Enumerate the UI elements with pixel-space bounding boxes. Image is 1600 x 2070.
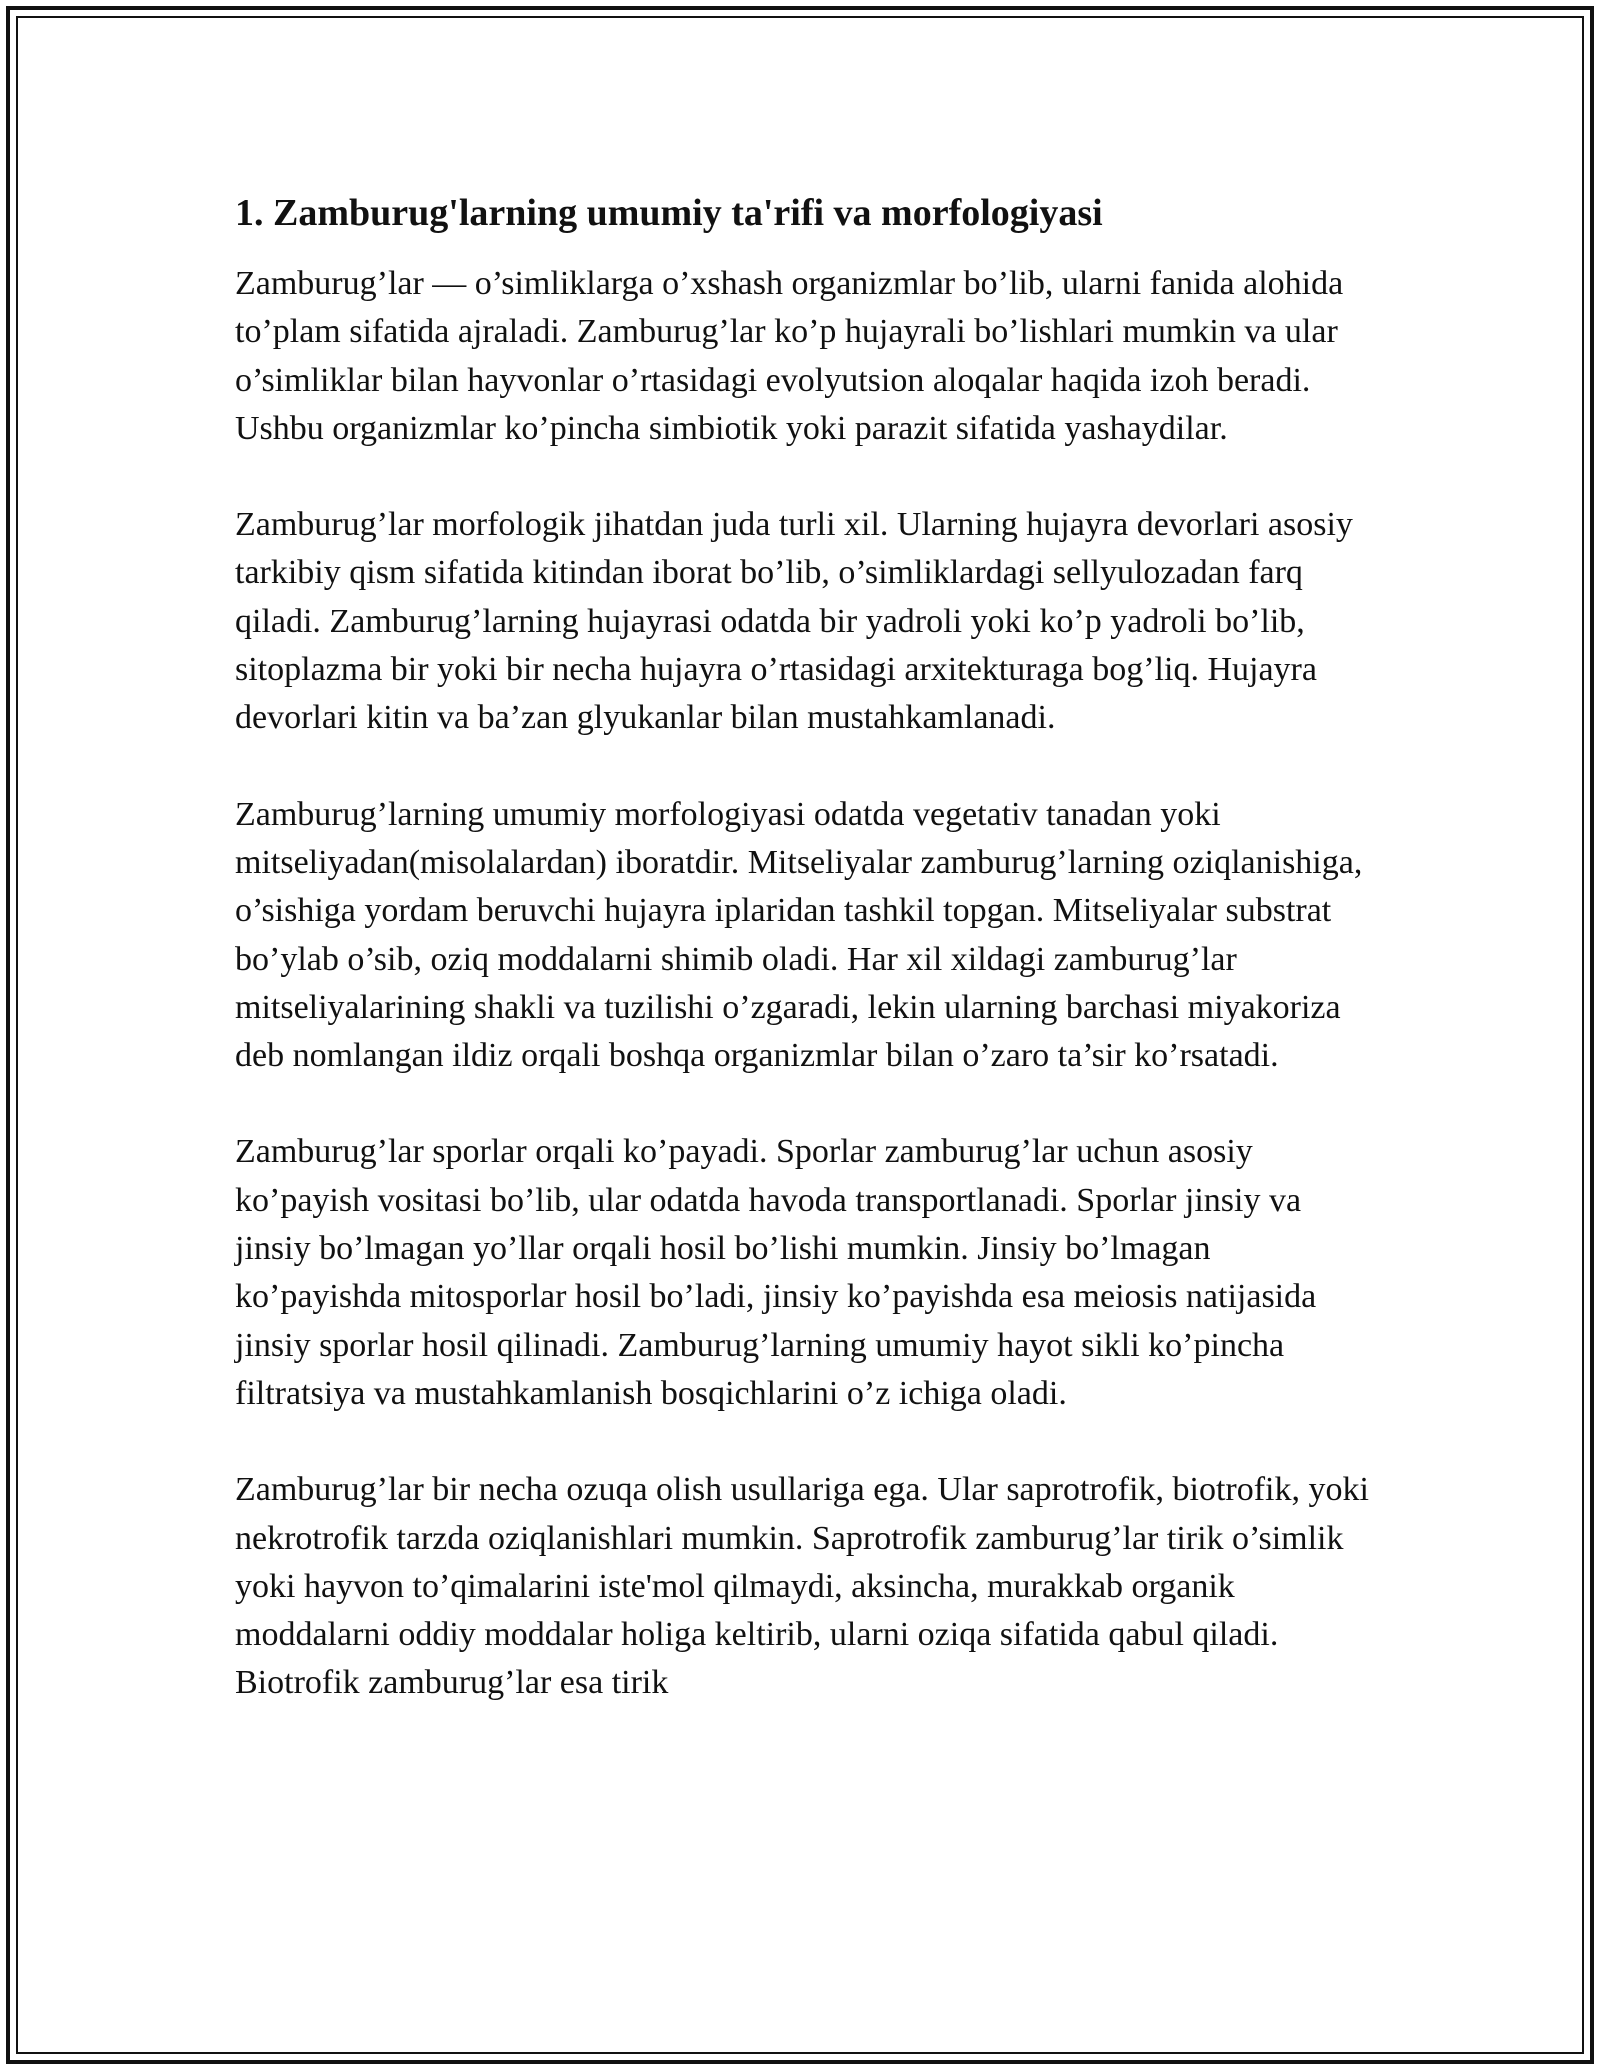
- paragraph-spores: Zamburug’lar sporlar orqali ko’payadi. Sporlar zamburug’lar uchun asosiy ko’payish vositasi bo’lib, ular odatda havoda transportlanadi. Sporlar jinsiy va jinsiy bo’lmagan yo’llar orqali hosil bo’lishi mumkin. Jinsiy bo’lmagan ko’payishda mitosporlar hosil bo’ladi, jinsiy ko’payishda esa meiosis natijasida jinsiy sporlar hosil qilinadi. Zamburug’larning umumiy hayot sikli ko’pincha filtratsiya va mustahkamlanish bosqichlarini o’z ichiga oladi.: [235, 1133, 1317, 1412]
- paragraph-intro: Zamburug’lar — o’simliklarga o’xshash organizmlar bo’lib, ularni fanida alohida to’plam sifatida ajraladi. Zamburug’lar ko’p hujayrali bo’lishlari mumkin va ular o’simliklar bilan hayvonlar o’rtasidagi evolyutsion aloqalar haqida izoh beradi. Ushbu organizmlar ko’pincha simbiotik yoki parazit sifatida yashaydilar.: [235, 265, 1344, 447]
- document-body: [235, 188, 1370, 1756]
- section-heading: 1. Zamburug'larning umumiy ta'rifi va morfologiyasi: [235, 192, 1103, 234]
- paragraph-nutrition: Zamburug’lar bir necha ozuqa olish usullariga ega. Ular saprotrofik, biotrofik, yoki nekrotrofik tarzda oziqlanishlari mumkin. Saprotrofik zamburug’lar tirik o’simlik yoki hayvon to’qimalarini iste'mol qilmaydi, aksincha, murakkab organik moddalarni oddiy moddalar holiga keltirib, ularni oziqa sifatida qabul qiladi. Biotrofik zamburug’lar esa tirik: [235, 1471, 1369, 1702]
- paragraph-mycelium: Zamburug’larning umumiy morfologiyasi odatda vegetativ tanadan yoki mitseliyadan(misolalardan) iboratdir. Mitseliyalar zamburug’larning oziqlanishiga, o’sishiga yordam beruvchi hujayra iplaridan tashkil topgan. Mitseliyalar substrat bo’ylab o’sib, oziq moddalarni shimib oladi. Har xil xildagi zamburug’lar mitseliyalarining shakli va tuzilishi o’zgaradi, lekin ularning barchasi miyakoriza deb nomlangan ildiz orqali boshqa organizmlar bilan o’zaro ta’sir ko’rsatadi.: [235, 795, 1363, 1075]
- paragraph-morphology: Zamburug’lar morfologik jihatdan juda turli xil. Ularning hujayra devorlari asosiy tarkibiy qism sifatida kitindan iborat bo’lib, o’simliklardagi sellyulozadan farq qiladi. Zamburug’larning hujayrasi odatda bir yadroli yoki ko’p yadroli bo’lib, sitoplazma bir yoki bir necha hujayra o’rtasidagi arxitekturaga bog’liq. Hujayra devorlari kitin va ba’zan glyukanlar bilan mustahkamlanadi.: [235, 506, 1353, 737]
